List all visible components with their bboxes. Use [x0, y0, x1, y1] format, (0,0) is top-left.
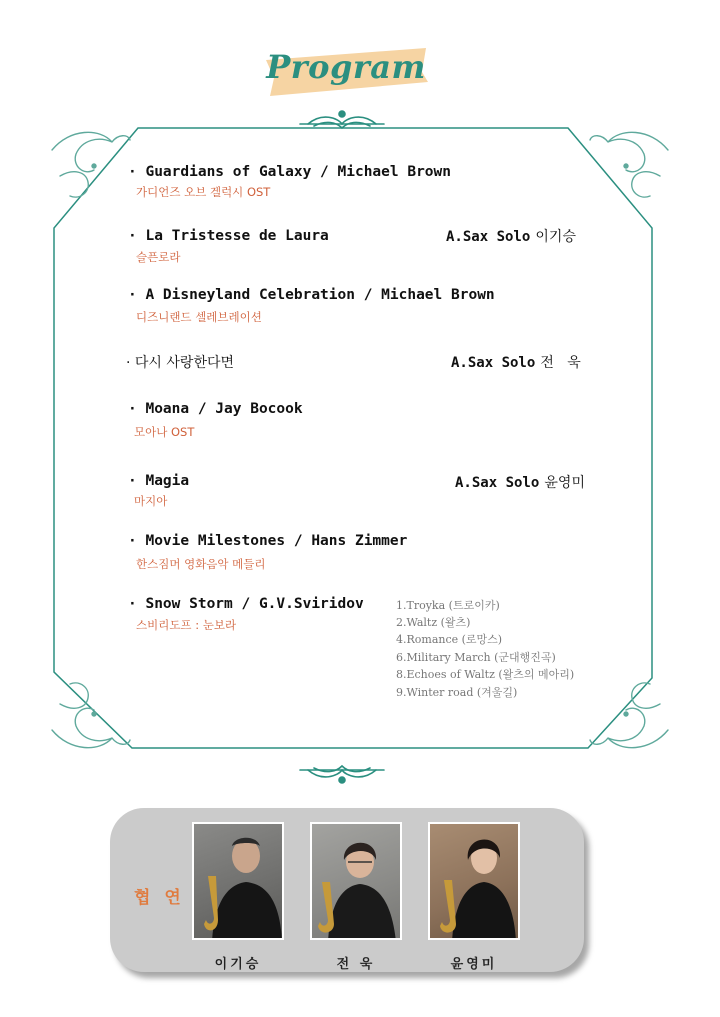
program-item-6-title: · Magia	[128, 473, 190, 489]
performer-photo	[310, 822, 402, 940]
solo-label: A.Sax Solo	[455, 475, 540, 491]
performer-photo	[428, 822, 520, 940]
program-item-4-title: · 다시 사랑한다면	[126, 355, 235, 371]
program-item-7-subtitle: 한스짐머 영화음악 메들리	[136, 557, 266, 571]
performer-name: 이기승	[214, 957, 262, 972]
performer-photo	[192, 822, 284, 940]
program-item-5-subtitle: 모아나 OST	[134, 425, 195, 439]
program-item-6-solo	[455, 472, 585, 492]
performer-silhouette	[430, 824, 520, 940]
solo-name: 전 욱	[540, 355, 581, 371]
program-item-3-subtitle: 디즈니랜드 셀레브레이션	[136, 310, 262, 324]
page-title: Program	[266, 48, 426, 86]
movement-item: 8.Echoes of Waltz (왈츠의 메아리)	[396, 668, 575, 681]
solo-label: A.Sax Solo	[451, 355, 536, 371]
corner-ornament-top-right	[590, 132, 668, 197]
solo-label: A.Sax Solo	[446, 229, 531, 245]
movement-item: 9.Winter road (겨울길)	[396, 686, 518, 699]
bottom-ornament	[300, 766, 384, 783]
program-item-5-title: · Moana / Jay Bocook	[128, 401, 303, 417]
corner-ornament-top-left	[52, 132, 130, 197]
program-item-1-subtitle: 가디언즈 오브 겔럭시 OST	[136, 185, 271, 199]
performer-silhouette	[194, 824, 284, 940]
program-item-2-title: · La Tristesse de Laura	[128, 228, 329, 244]
movement-item: 1.Troyka (트로이카)	[396, 599, 500, 612]
solo-name: 이기승	[535, 229, 576, 245]
program-item-7-title: · Movie Milestones / Hans Zimmer	[128, 533, 408, 549]
movement-item: 4.Romance (로망스)	[396, 633, 503, 646]
top-ornament	[300, 111, 384, 128]
corner-ornament-bottom-left	[52, 683, 130, 748]
performer-name: 윤영미	[450, 957, 498, 972]
program-item-6-subtitle: 마지아	[134, 494, 168, 508]
program-item-1-title: · Guardians of Galaxy / Michael Brown	[128, 164, 452, 180]
program-item-2-subtitle: 슬픈로라	[136, 250, 181, 264]
movement-item: 2.Waltz (왈츠)	[396, 616, 471, 629]
movement-item: 6.Military March (군대행진곡)	[396, 651, 556, 664]
performer-name: 전 욱	[336, 957, 376, 972]
collaboration-label: 협 연	[134, 888, 185, 908]
program-item-3-title: · A Disneyland Celebration / Michael Brown	[128, 287, 495, 303]
program-item-4-solo	[451, 352, 581, 372]
program-item-8-title: · Snow Storm / G.V.Sviridov	[128, 596, 364, 612]
program-item-8-subtitle: 스비리도프 : 눈보라	[136, 618, 237, 632]
solo-name: 윤영미	[544, 475, 585, 491]
corner-ornament-bottom-right	[590, 683, 668, 748]
program-item-2-solo	[446, 226, 576, 246]
performer-silhouette	[312, 824, 402, 940]
